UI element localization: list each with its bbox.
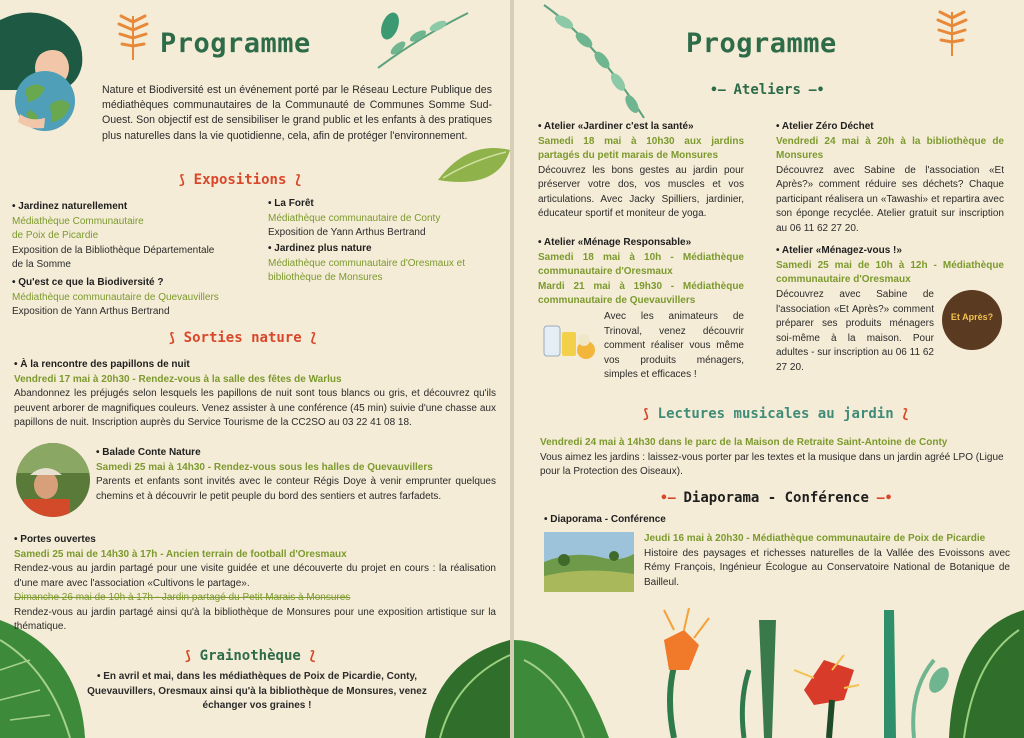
atelier-item: • Atelier Zéro Déchet Vendredi 24 mai à 20h à la bibliothèque de Monsures Découvrez avec Sabine de l'association «Et Après?» comment réduire ses déchets? Chaque participant réalisera un «Tawashi» et repartira avec son éponge recyclée. Atelier gratuit sur inscription au 06 11 62 27 20.	[776, 121, 1004, 234]
orange-leaf-icon	[115, 12, 151, 62]
sortie-item: • À la rencontre des papillons de nuit Vendredi 17 mai à 20h30 - Rendez-vous à la salle des fêtes de Warlus Abandonnez les préjugés selon lesquels les papillons de nuit sont tous blancs ou gris, et découvrez qu'ils peuvent arborer de magnifiques couleurs. Venez assister à une conférence (45 min) suivie d'une chasse aux papillons de nuit. Inscription auprès du Service Tourisme de la CC2SO au 03 22 41 08 18.	[14, 359, 496, 428]
section-title-lectures: ⟆ Lectures musicales au jardin ⟅	[642, 406, 910, 422]
flourish-icon: ⟆	[178, 173, 194, 188]
flourish-icon: ⟆	[642, 407, 658, 422]
atelier-item: • Atelier «Ménage Responsable» Samedi 18 mai à 10h - Médiathèque communautaire d'Oresmaux Mardi 21 mai à 19h30 - Médiathèque communautaire de Quevauvillers	[538, 237, 744, 306]
diaporama-item: Jeudi 16 mai à 20h30 - Médiathèque communautaire de Poix de Picardie Histoire des paysages et richesses naturelles de la Vallée des Evoissons avec Rémy François, Ingénieur Écologue au Conservatoire National de Botanique de Bailleul.	[644, 533, 1010, 588]
expo-item: • La Forêt Médiathèque communautaire de Conty Exposition de Yann Arthus Bertrand	[268, 198, 441, 238]
green-leaf-icon	[438, 140, 510, 200]
grainotheque-text: • En avril et mai, dans les médiathèques de Poix de Picardie, Conty, Quevauvillers, Oresmaux ainsi qu'à la bibliothèque de Monsures, venez échanger vos graines !	[87, 671, 427, 711]
intro-text: Nature et Biodiversité est un événement porté par le Réseau Lecture Publique des médiathèques communautaires de la Communauté de Communes Somme Sud-Ouest. Son objectif est de sensibiliser le grand public et les enfants à des pratiques plus naturelles dans la vie quotidienne, cela, afin de protéger l'environnement.	[102, 84, 492, 142]
flourish-icon: ⟅	[300, 649, 317, 664]
flourish-icon: •—	[710, 83, 734, 98]
diaporama-item-title: • Diaporama - Conférence	[544, 514, 666, 525]
corner-leaf-bottom-right	[425, 640, 510, 738]
section-title-ateliers: •— Ateliers —•	[710, 82, 825, 98]
flourish-icon: ⟅	[893, 407, 910, 422]
expo-item: • Qu'est ce que la Biodiversité ? Médiathèque communautaire de Quevauvillers Exposition de Yann Arthus Bertrand	[12, 277, 219, 317]
flourish-icon: ⟆	[168, 331, 184, 346]
section-title-expositions: ⟆ Expositions ⟅	[178, 172, 303, 188]
right-page	[514, 0, 1024, 738]
left-page	[0, 0, 510, 738]
page-title: Programme	[160, 28, 311, 59]
flourish-icon: ⟆	[184, 649, 200, 664]
landscape-photo	[544, 532, 634, 592]
orange-leaf-icon	[934, 8, 970, 58]
expo-item: • Jardinez naturellement Médiathèque Communautaire de Poix de Picardie Exposition de la Bibliothèque Départementale de la Somme	[12, 201, 215, 270]
fern-leaf-icon	[534, 0, 654, 120]
atelier-desc: Avec les animateurs de Trinoval, venez découvrir comment réaliser vous même vos produits ménagers, simples et efficaces !	[604, 311, 744, 380]
flourish-icon: —•	[800, 83, 825, 98]
atelier-desc: Découvrez avec Sabine de l'association «Et Après?» comment préparer ses produits ménagers soi-même à la maison. Pour adultes - sur inscription au 06 11 62 27 20.	[776, 289, 934, 373]
lectures-item: Vendredi 24 mai à 14h30 dans le parc de la Maison de Retraite Saint-Antoine de Conty Vous aimez les jardins : laissez-vous porter par les textes et la musique dans un jardin agréé LPO (Ligue pour la Protection des Oiseaux).	[540, 437, 1004, 477]
flowers-illustration	[514, 600, 1024, 738]
section-title-diaporama: •— Diaporama - Conférence —•	[660, 490, 893, 506]
fern-leaf-icon	[368, 8, 478, 78]
atelier-item: • Atelier «Jardiner c'est la santé» Samedi 18 mai à 10h30 aux jardins partagés du petit marais de Monsures Découvrez les bons gestes au jardin pour préserver votre dos, vos muscles et vos articulations. Avec Jacky Spilliers, jardinier, éducateur sportif et moniteur de yoga.	[538, 121, 744, 219]
section-title-sorties: ⟆ Sorties nature ⟅	[168, 330, 318, 346]
corner-leaf-bottom-left	[0, 620, 90, 738]
expo-item: • Jardinez plus nature Médiathèque communautaire d'Oresmaux et bibliothèque de Monsures	[268, 243, 466, 283]
sortie-item: • Balade Conte Nature Samedi 25 mai à 14h30 - Rendez-vous sous les halles de Quevauvillers Parents et enfants sont invités avec le conteur Régis Doye à venir emprunter quelques chemins et à découvrir le petit peuple du bord des sentiers et autres farfadets.	[96, 447, 496, 502]
et-apres-logo: Et Après?	[942, 290, 1002, 350]
earth-girl-illustration	[0, 10, 100, 145]
flourish-icon: ⟅	[301, 331, 318, 346]
flourish-icon: •—	[660, 491, 684, 506]
storyteller-photo	[16, 443, 90, 517]
flourish-icon: —•	[868, 491, 893, 506]
cleaning-products-icon	[540, 318, 598, 364]
atelier-item: • Atelier «Ménagez-vous !» Samedi 25 mai de 10h à 12h - Médiathèque communautaire d'Oresmaux	[776, 245, 1004, 285]
flourish-icon: ⟅	[286, 173, 303, 188]
section-title-grainotheque: ⟆ Grainothèque ⟅	[184, 648, 317, 664]
sortie-item: • Portes ouvertes Samedi 25 mai de 14h30 à 17h - Ancien terrain de football d'Oresmaux Rendez-vous au jardin partagé pour une visite guidée et une découverte du projet en cours : la réalisation d'une mare avec l'association «Cultivons le partage». Dimanche 26 mai de 10h à 17h - Jardin partagé du Petit Marais à Monsures Rendez-vous au jardin partagé ainsi qu'à la bibliothèque de Monsures pour une exposition artistique sur la thématique.	[14, 534, 496, 632]
page-title: Programme	[686, 28, 837, 59]
